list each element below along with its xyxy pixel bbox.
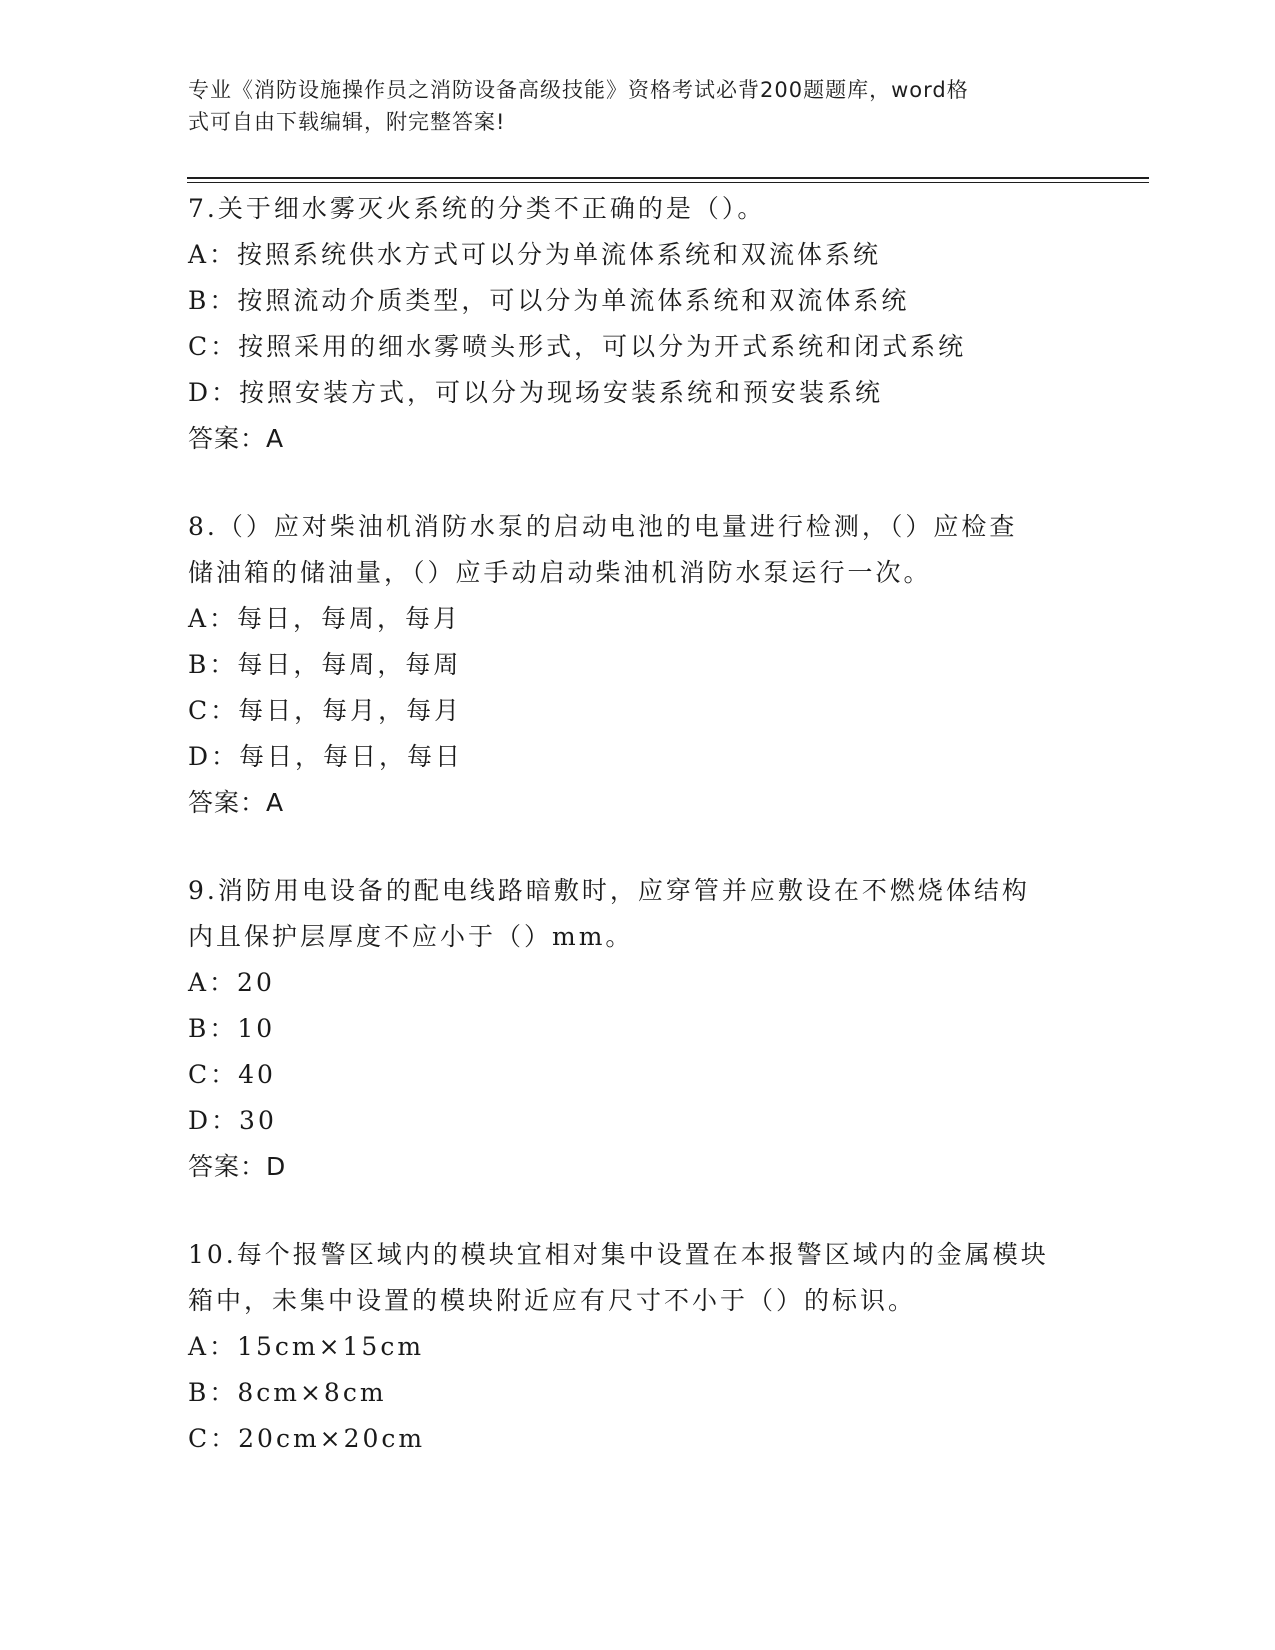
question-stem: 7.关于细水雾灭火系统的分类不正确的是（）。 (188, 194, 766, 223)
answer-line (188, 416, 1088, 462)
option-a: A：15cm×15cm (188, 1332, 425, 1361)
header-line-1: 专业《消防设施操作员之消防设备高级技能》资格考试必背200题题库，word格 (188, 78, 969, 102)
option-b: B：按照流动介质类型，可以分为单流体系统和双流体系统 (188, 286, 910, 315)
option-c: C：40 (188, 1060, 276, 1089)
option-b: B：8cm×8cm (188, 1378, 387, 1407)
question-stem: 10.每个报警区域内的模块宜相对集中设置在本报警区域内的金属模块 (188, 1240, 1049, 1269)
option-a: A：每日，每周，每月 (188, 604, 462, 633)
option-c: C：每日，每月，每月 (188, 696, 463, 725)
option-a: A：按照系统供水方式可以分为单流体系统和双流体系统 (188, 240, 882, 269)
question-9 (188, 868, 1088, 1190)
question-8 (188, 504, 1088, 826)
question-stem: 8.（）应对柴油机消防水泵的启动电池的电量进行检测，（）应检查 (188, 512, 1018, 541)
option-d: D：30 (188, 1106, 277, 1135)
option-c: C：20cm×20cm (188, 1424, 426, 1453)
question-stem: 内且保护层厚度不应小于（）mm。 (188, 922, 634, 951)
answer-value: D (266, 1152, 287, 1181)
question-list (188, 186, 1088, 1462)
option-b: B：每日，每周，每周 (188, 650, 462, 679)
option-d: D：每日，每日，每日 (188, 742, 464, 771)
question-stem: 储油箱的储油量，（）应手动启动柴油机消防水泵运行一次。 (188, 558, 932, 587)
header-divider-thick (187, 177, 1149, 179)
answer-value: A (266, 424, 285, 453)
header-divider-thin (187, 182, 1149, 183)
option-c: C：按照采用的细水雾喷头形式，可以分为开式系统和闭式系统 (188, 332, 967, 361)
answer-line (188, 780, 1088, 826)
option-b: B：10 (188, 1014, 276, 1043)
question-stem: 9.消防用电设备的配电线路暗敷时，应穿管并应敷设在不燃烧体结构 (188, 876, 1030, 905)
option-a: A：20 (188, 968, 275, 997)
answer-line (188, 1144, 1088, 1190)
document-header (188, 74, 1088, 138)
question-7 (188, 186, 1088, 462)
answer-label: 答案： (188, 788, 267, 817)
header-line-2: 式可自由下载编辑，附完整答案! (188, 110, 506, 134)
answer-label: 答案： (188, 1152, 267, 1181)
answer-value: A (266, 788, 285, 817)
answer-label: 答案： (188, 424, 267, 453)
question-stem: 箱中，未集中设置的模块附近应有尺寸不小于（）的标识。 (188, 1286, 917, 1315)
option-d: D：按照安装方式，可以分为现场安装系统和预安装系统 (188, 378, 884, 407)
question-10 (188, 1232, 1088, 1462)
